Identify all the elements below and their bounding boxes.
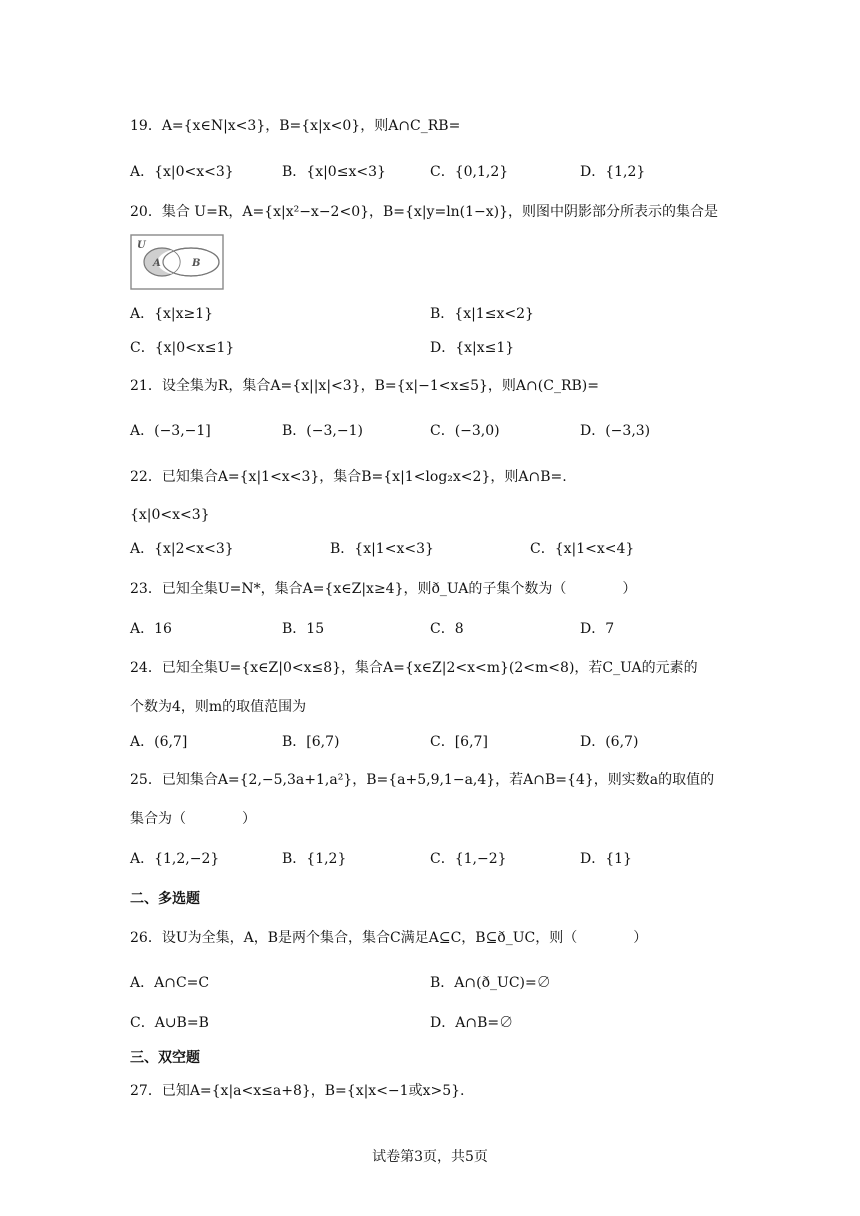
question-27-stem: 27．已知A={x|a<x≤a+8}，B={x|x<−1或x>5}. [130,1083,465,1099]
question-24-stem-continued: 个数为4，则m的取值范围为 [130,699,307,715]
question-20-option-d: D．{x|x≤1} [430,340,515,356]
question-23-option-d: D．7 [580,621,615,637]
question-24-option-c: C．[6,7] [430,734,488,750]
question-23-option-b: B．15 [282,621,325,637]
question-20-option-a: A．{x|x≥1} [130,306,214,322]
question-21-option-c: C．(−3,0) [430,423,500,439]
question-26-option-c: C．A∪B=B [130,1015,209,1031]
question-26-option-b: B．A∩(ð_UC)=∅ [430,975,551,991]
question-25-option-a: A．{1,2,−2} [130,851,220,867]
question-25-stem-continued: 集合为（ ） [130,811,256,827]
question-19-stem: 19．A={x∈N|x<3}，B={x|x<0}，则A∩C_RB= [130,118,461,134]
page-footer: 试卷第3页，共5页 [372,1149,488,1165]
question-23-option-c: C．8 [430,621,464,637]
question-25-option-d: D．{1} [580,851,632,867]
venn-label-a: A [153,258,161,269]
question-21-option-a: A．(−3,−1] [130,423,211,439]
question-20-option-b: B．{x|1≤x<2} [430,306,534,322]
venn-label-u: U [137,240,146,251]
question-21-stem: 21．设全集为R，集合A={x||x|<3}，B={x|−1<x≤5}，则A∩(C_RB)= [130,378,599,394]
question-26-option-d: D．A∩B=∅ [430,1015,514,1031]
question-19-option-d: D．{1,2} [580,164,646,180]
venn-diagram [130,234,224,290]
section-heading-multiple-choice: 二、多选题 [130,891,200,907]
question-20-stem: 20．集合 U=R，A={x|x²−x−2<0}，B={x|y=ln(1−x)}，则图中阴影部分所表示的集合是 [130,204,719,220]
question-21-option-b: B．(−3,−1) [282,423,363,439]
question-22-option-b: B．{x|1<x<3} [330,541,434,557]
question-22-option-c: C．{x|1<x<4} [530,541,635,557]
question-21-option-d: D．(−3,3) [580,423,651,439]
question-19-option-c: C．{0,1,2} [430,164,509,180]
question-23-option-a: A．16 [130,621,172,637]
question-24-option-a: A．(6,7] [130,734,188,750]
question-20-option-c: C．{x|0<x≤1} [130,340,235,356]
question-24-stem: 24．已知全集U={x∈Z|0<x≤8}，集合A={x∈Z|2<x<m}(2<m<8)，若C_UA的元素的 [130,660,698,676]
question-23-stem: 23．已知全集U=N*，集合A={x∈Z|x≥4}，则ð_UA的子集个数为（ ） [130,581,637,597]
question-19-option-b: B．{x|0≤x<3} [282,164,386,180]
question-19-option-a: A．{x|0<x<3} [130,164,234,180]
section-heading-double-blank: 三、双空题 [130,1050,200,1066]
question-22-extra: {x|0<x<3} [130,507,210,523]
question-22-stem: 22．已知集合A={x|1<x<3}，集合B={x|1<log₂x<2}，则A∩B=. [130,469,567,485]
question-26-stem: 26．设U为全集，A，B是两个集合，集合C满足A⊆C，B⊆ð_UC，则（ ） [130,930,648,946]
question-22-option-a: A．{x|2<x<3} [130,541,234,557]
question-24-option-b: B．[6,7) [282,734,340,750]
question-24-option-d: D．(6,7) [580,734,639,750]
question-26-option-a: A．A∩C=C [130,975,210,991]
question-25-stem: 25．已知集合A={2,−5,3a+1,a²}，B={a+5,9,1−a,4}，若A∩B={4}，则实数a的取值的 [130,772,715,788]
venn-label-b: B [192,258,201,269]
question-25-option-c: C．{1,−2} [430,851,507,867]
question-25-option-b: B．{1,2} [282,851,347,867]
